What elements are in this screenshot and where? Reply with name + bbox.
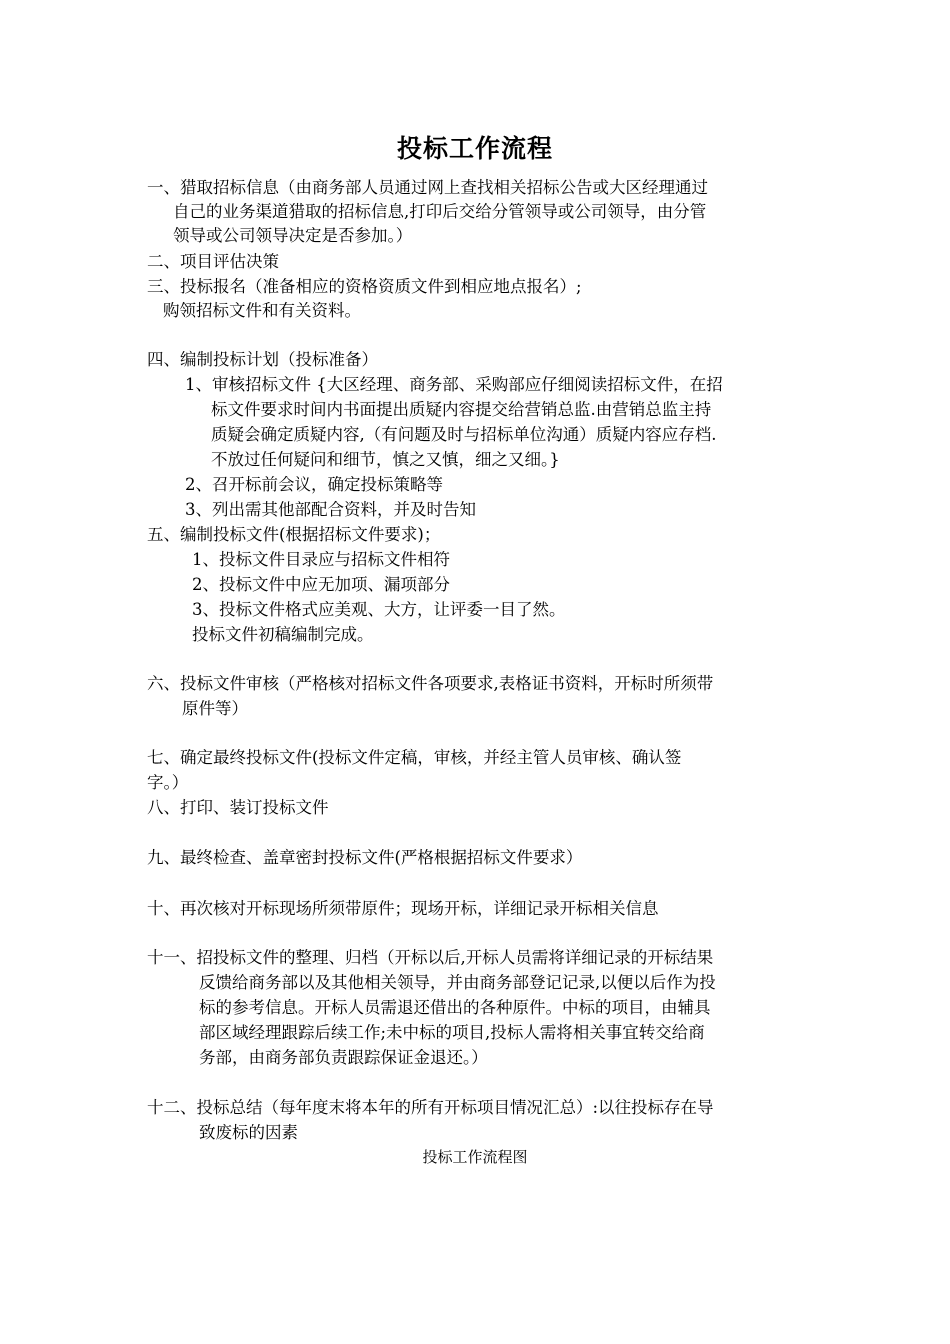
- text-line: 3、列出需其他部配合资料，并及时告知: [185, 500, 476, 519]
- text-line: 质疑会确定质疑内容,（有问题及时与招标单位沟通）质疑内容应存档.: [211, 425, 717, 444]
- text-line: 致废标的因素: [199, 1123, 298, 1142]
- text-line: 务部，由商务部负责跟踪保证金退还。）: [199, 1048, 488, 1067]
- text-line: 不放过任何疑问和细节，慎之又慎，细之又细。}: [211, 450, 560, 469]
- text-line: 字。）: [147, 773, 189, 792]
- text-line: 自己的业务渠道猎取的招标信息,打印后交给分管领导或公司领导，由分管: [173, 202, 707, 221]
- text-line: 2、召开标前会议，确定投标策略等: [185, 475, 443, 494]
- text-line: 部区域经理跟踪后续工作;未中标的项目,投标人需将相关事宜转交给商: [199, 1023, 705, 1042]
- text-line: 十一、招投标文件的整理、归档（开标以后,开标人员需将详细记录的开标结果: [147, 948, 714, 967]
- text-line: 标文件要求时间内书面提出质疑内容提交给营销总监.由营销总监主持: [211, 400, 712, 419]
- text-line: 标的参考信息。开标人员需退还借出的各种原件。中标的项目，由辅具: [199, 998, 711, 1017]
- text-line: 一、猎取招标信息（由商务部人员通过网上查找相关招标公告或大区经理通过: [147, 178, 708, 197]
- text-line: 购领招标文件和有关资料。: [163, 301, 361, 320]
- text-line: 五、编制投标文件(根据招标文件要求)；: [147, 525, 441, 544]
- text-line: 二、项目评估决策: [147, 252, 279, 271]
- text-line: 原件等）: [182, 699, 248, 718]
- text-line: 投标文件初稿编制完成。: [192, 625, 374, 644]
- text-line: 三、投标报名（准备相应的资格资质文件到相应地点报名）;: [147, 277, 582, 296]
- text-line: 领导或公司领导决定是否参加。）: [173, 226, 413, 245]
- text-line: 六、投标文件审核（严格核对招标文件各项要求,表格证书资料，开标时所须带: [147, 674, 714, 693]
- text-line: 十、再次核对开标现场所须带原件；现场开标，详细记录开标相关信息: [147, 899, 659, 918]
- text-line: 四、编制投标计划（投标准备）: [147, 350, 378, 369]
- text-line: 十二、投标总结（每年度末将本年的所有开标项目情况汇总）:以往投标存在导: [147, 1098, 714, 1117]
- text-line: 1、投标文件目录应与招标文件相符: [192, 550, 450, 569]
- text-line: 九、最终检查、盖章密封投标文件(严格根据招标文件要求）: [147, 848, 583, 867]
- text-line: 反馈给商务部以及其他相关领导，并由商务部登记记录,以便以后作为投: [199, 973, 716, 992]
- text-line: 七、确定最终投标文件(投标文件定稿，审核，并经主管人员审核、确认签: [147, 748, 682, 767]
- text-line: 3、投标文件格式应美观、大方，让评委一目了然。: [192, 600, 566, 619]
- document-title: 投标工作流程: [396, 134, 553, 163]
- text-line: 1、审核招标文件 {大区经理、商务部、采购部应仔细阅读招标文件，在招: [185, 375, 723, 394]
- text-line: 八、打印、装订投标文件: [147, 798, 329, 817]
- text-line: 2、投标文件中应无加项、漏项部分: [192, 575, 450, 594]
- figure-caption: 投标工作流程图: [422, 1148, 528, 1166]
